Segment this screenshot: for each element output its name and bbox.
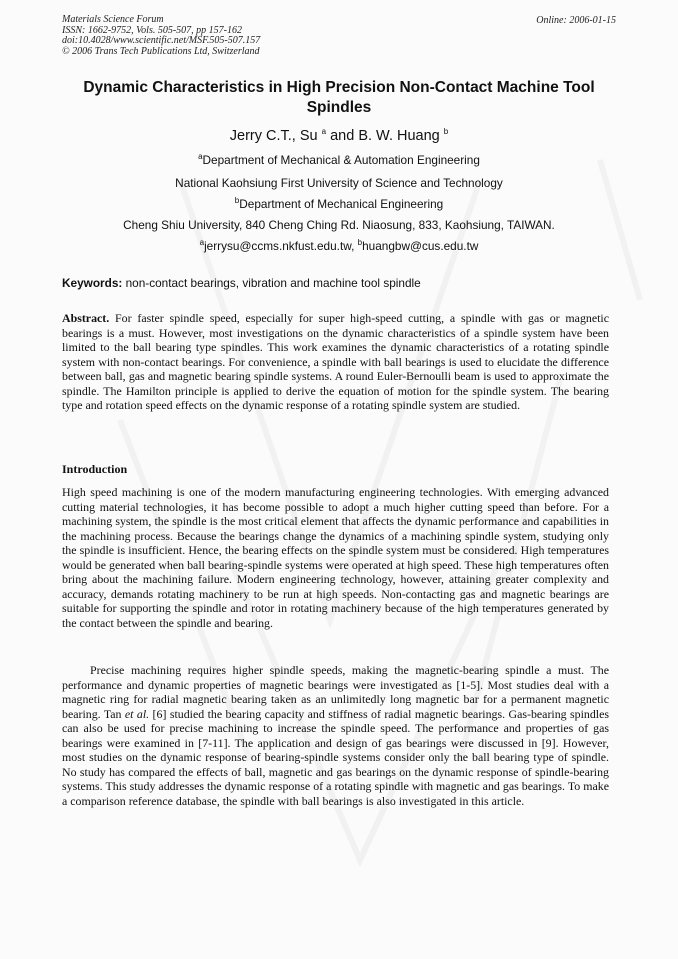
author-2-superscript: b (443, 127, 449, 137)
journal-issn: ISSN: 1662-9752, Vols. 505-507, pp 157-162 (62, 24, 242, 36)
journal-name: Materials Science Forum (62, 14, 164, 25)
affiliation-b-dept-text: Department of Mechanical Engineering (239, 197, 444, 211)
intro-p2-etal: et al. (124, 706, 150, 721)
abstract (62, 311, 609, 413)
keywords-text: non-contact bearings, vibration and machine tool spindle (122, 276, 421, 290)
keywords (62, 276, 618, 290)
abstract-text: For faster spindle speed, especially for super high-speed cutting, a spindle with gas or magnetic bearings is a must. However, most investigations on the dynamic characteristics of a spindle system have been limited to the ball bearing type spindles. This work examines the dynamic characteristics of a rotating spindle system with non-contact bearings. For convenience, a spindle with ball bearings is used to elucidate the difference between ball, gas and magnetic bearing spindle systems. A round Euler-Bernoulli beam is used to approximate the spindle. The Hamilton principle is applied to derive the equation of motion for the spindle system. The bearing type and rotation speed effects on the dynamic response of a rotating spindle system are studied. (62, 311, 609, 412)
affiliation-a-dept (60, 153, 618, 167)
email-a-superscript: a (199, 238, 205, 248)
affiliation-b-dept (60, 197, 618, 211)
author-line (60, 128, 618, 144)
affiliation-b-university: Cheng Shiu University, 840 Cheng Ching Rd. Niaosung, 833, Kaohsiung, TAIWAN. (123, 218, 555, 232)
journal-header (62, 15, 260, 57)
email-a: jerrysu@ccms.nkfust.edu.tw, (204, 239, 358, 253)
email-line (60, 239, 618, 253)
online-date: Online: 2006-01-15 (536, 15, 616, 26)
keywords-label: Keywords: (62, 276, 123, 290)
section-heading-introduction: Introduction (62, 462, 128, 476)
affiliation-a-dept-text: Department of Mechanical & Automation Engineering (202, 153, 480, 167)
journal-doi: doi:10.4028/www.scientific.net/MSF.505-507.157 (62, 35, 261, 46)
abstract-label: Abstract. (62, 311, 110, 325)
author-1: Jerry C.T., Su (229, 128, 318, 144)
intro-paragraph-2 (62, 663, 609, 808)
affiliation-a-university: National Kaohsiung First University of Science and Technology (175, 176, 503, 190)
intro-p2-part-a: Precise machining requires higher spindle speeds, making the magnetic-bearing spindle a must. The performance and dynamic properties of magnetic bearings were investigated as [1-5]. Most studies deal with a magnetic ring for radial magnetic bearing taken as an unlimitedly long magnetic bar for a permanent magnetic bearing. Tan (62, 663, 609, 721)
affiliation-b-superscript: b (234, 196, 240, 206)
affiliation-a-superscript: a (198, 152, 203, 162)
author-separator: and (326, 128, 359, 144)
journal-copyright: © 2006 Trans Tech Publications Ltd, Switzerland (62, 45, 260, 57)
paper-title: Dynamic Characteristics in High Precision Non-Contact Machine Tool Spindles (83, 79, 595, 116)
intro-p2-part-b: [6] studied the bearing capacity and stiffness of radial magnetic bearings. Gas-bearing spindles can also be used for precise machining to increase the spindle speed. The performance and properties of gas bearings were examined in [7-11]. The application and design of gas bearings were discussed in [9]. However, most studies on the dynamic response of bearing-spindle systems consider only the ball bearing type of spindle. No study has compared the effects of ball, magnetic and gas bearings on the dynamic response of spindle-bearing systems. This study addresses the dynamic response of a rotating spindle with magnetic and gas bearings. To make a comparison reference database, the spindle with ball bearings is also investigated in this article. (62, 706, 609, 808)
author-2: B. W. Huang (358, 128, 440, 144)
email-b: huangbw@cus.edu.tw (362, 239, 479, 253)
author-1-superscript: a (321, 127, 327, 137)
intro-paragraph-1: High speed machining is one of the modern manufacturing engineering technologies. With emerging advanced cutting material technologies, it has become possible to adopt a much higher cutting speed than before. For a machining system, the spindle is the most critical element that affects the dynamic performance and capabilities in the machining process. Because the bearings change the dynamics of a machining spindle system, studying only the spindle is insufficient. Hence, the bearing effects on the spindle system must be considered. High temperatures would be generated when ball bearing-spindle systems were operated at high speed. These high temperatures often bring about the machining failure. Modern engineering technology, however, attaining greater complexity and accuracy, demands rotating machinery to be run at high speeds. Non-contacting gas and magnetic bearings are suitable for supporting the spindle and rotor in rotating machinery because of the high temperatures generated by the contact between the spindle and bearing. (62, 485, 609, 630)
email-b-superscript: b (357, 238, 363, 248)
